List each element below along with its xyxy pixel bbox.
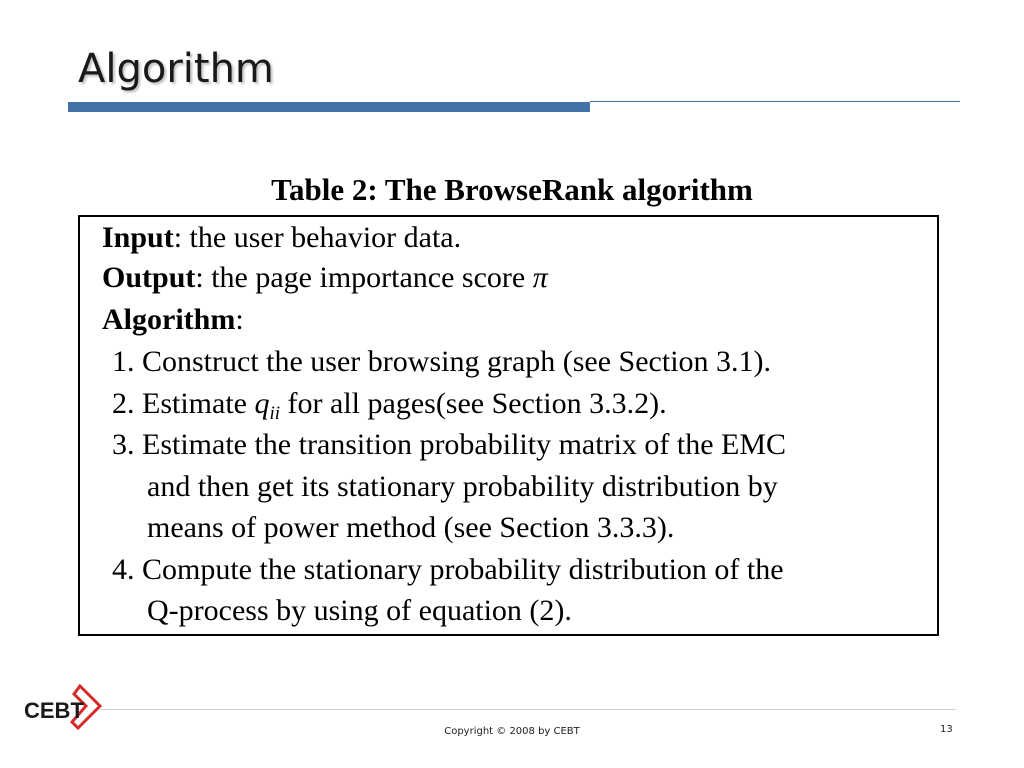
algorithm-line [102,303,244,337]
step-2-pre: 2. Estimate [112,387,255,420]
step-2-post: for all pages(see Section 3.3.2). [280,387,667,420]
output-text: : the page importance score [195,261,533,294]
step-3-line-2: and then get its stationary probability distribution by [147,470,778,503]
step-3-line-1: 3. Estimate the transition probability matrix of the EMC [112,428,787,461]
step-4-line-2: Q-process by using of equation (2). [147,594,572,627]
output-symbol: π [532,261,548,294]
algorithm-colon: : [235,303,244,336]
algorithm-label: Algorithm [102,303,236,336]
logo-text: CEBT [24,698,84,723]
output-label: Output [102,261,196,294]
step-2-var: q [254,387,270,420]
footer-divider [100,709,956,710]
table-caption: Table 2: The BrowseRank algorithm [271,172,753,207]
algorithm-box [78,215,939,636]
input-label: Input [102,221,174,254]
slide-title: Algorithm [78,46,274,92]
output-line [102,261,548,295]
input-text: : the user behavior data. [173,221,462,254]
title-underline-thick [68,102,590,112]
step-3-line-3: means of power method (see Section 3.3.3). [147,511,675,544]
step-2 [112,387,667,425]
step-1: 1. Construct the user browsing graph (see Section 3.1). [112,345,772,378]
title-underline-thin [590,101,960,102]
copyright-text: Copyright © 2008 by CEBT [444,726,580,737]
cebt-logo [22,684,102,732]
step-2-sub: ii [269,403,281,424]
step-4-line-1: 4. Compute the stationary probability distribution of the [112,553,784,586]
page-number: 13 [940,724,953,735]
input-line [102,221,461,255]
